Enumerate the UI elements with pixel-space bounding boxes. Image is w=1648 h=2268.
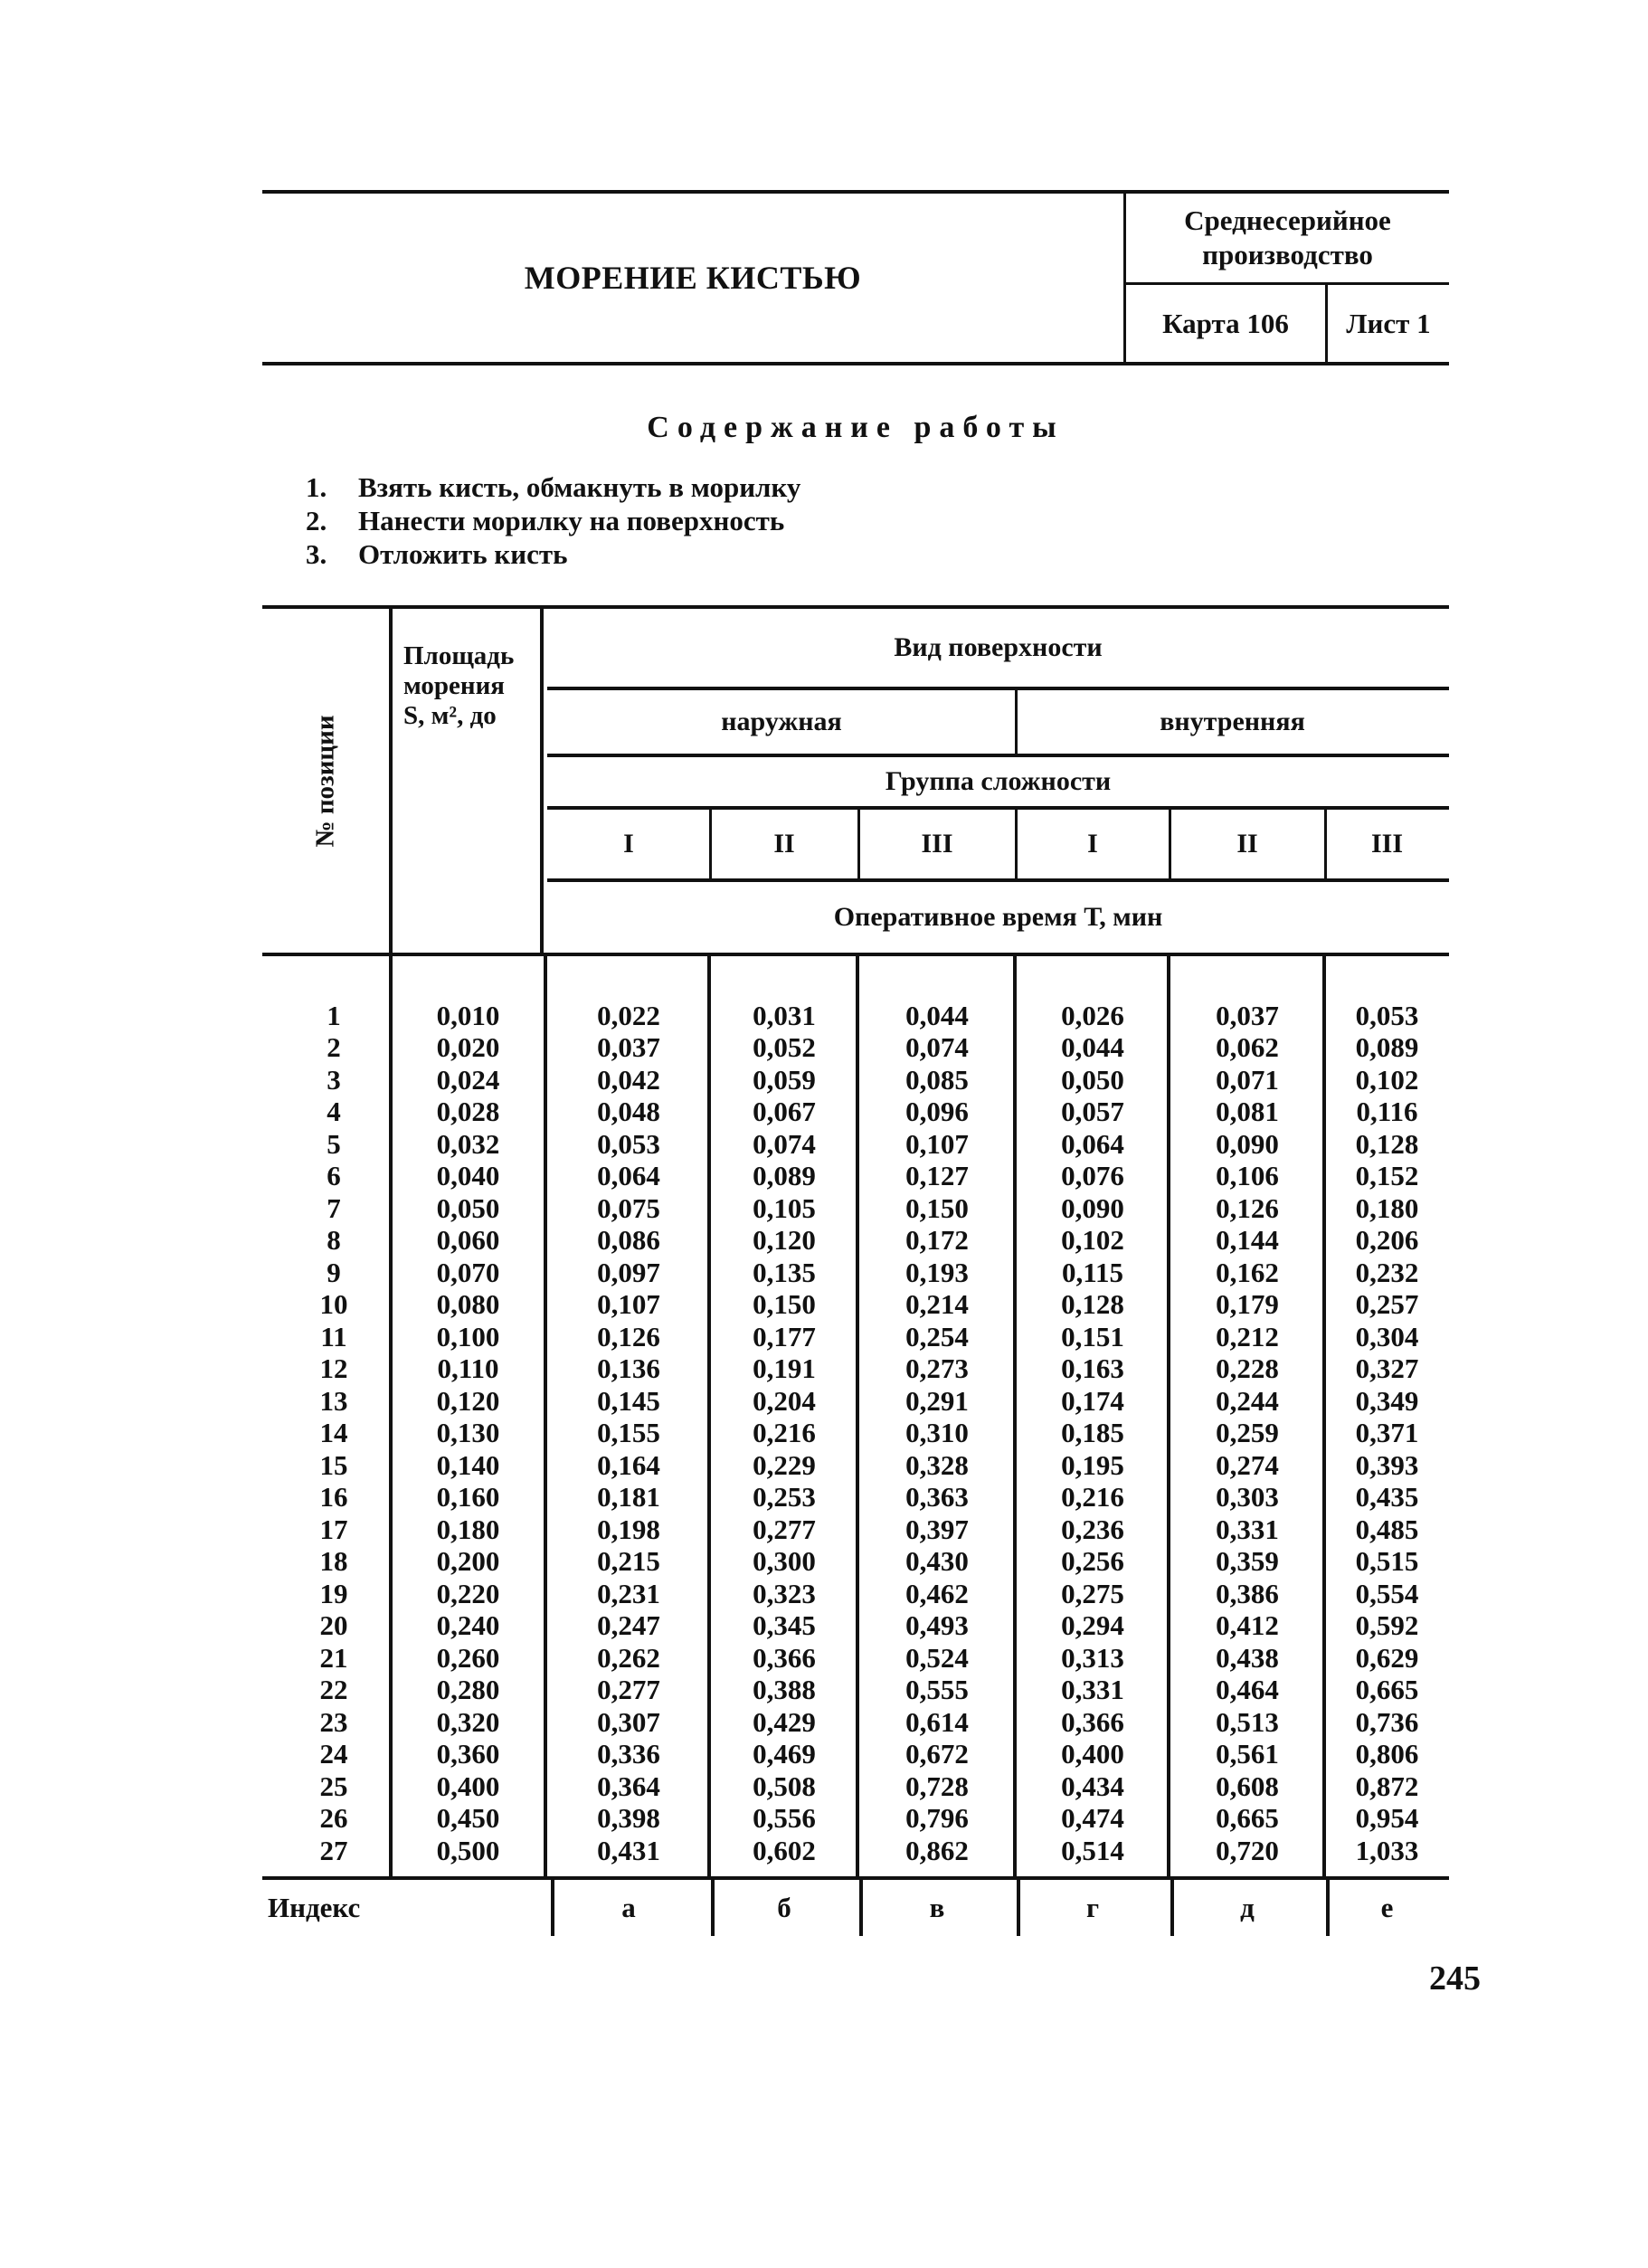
time-cell: 0,474 (1061, 1802, 1124, 1835)
position-cell: 27 (319, 1834, 348, 1866)
position-cell: 6 (327, 1160, 341, 1192)
time-cell: 0,300 (753, 1545, 816, 1578)
area-cell: 0,060 (436, 1224, 500, 1257)
time-cell: 0,152 (1355, 1160, 1419, 1192)
time-cell: 0,215 (597, 1545, 660, 1578)
time-cell: 0,053 (1355, 999, 1419, 1031)
area-label-line-2: морения (403, 671, 505, 700)
time-cell: 0,026 (1061, 999, 1124, 1031)
time-cell: 0,359 (1216, 1545, 1279, 1578)
work-step (306, 470, 1449, 504)
time-cell: 0,513 (1216, 1705, 1279, 1738)
body-vline (1167, 956, 1170, 1876)
header-vline (1324, 810, 1327, 878)
time-cell: 0,076 (1061, 1160, 1124, 1192)
surface-split-row (547, 690, 1449, 754)
time-cell: 0,128 (1061, 1288, 1124, 1321)
header-right-block (1126, 194, 1449, 362)
position-cell: 7 (327, 1191, 341, 1224)
time-cell: 0,514 (1061, 1834, 1124, 1866)
position-cell: 2 (327, 1031, 341, 1064)
position-cell: 17 (319, 1513, 348, 1545)
index-vline (1017, 1880, 1020, 1936)
area-cell: 0,360 (436, 1738, 500, 1770)
time-cell: 0,195 (1061, 1448, 1124, 1481)
time-cell: 0,185 (1061, 1417, 1124, 1449)
header-vline (709, 810, 712, 878)
norms-table (262, 605, 1449, 1936)
index-vline (1326, 1880, 1330, 1936)
body-vline (1322, 956, 1326, 1876)
time-cell: 0,102 (1061, 1224, 1124, 1257)
time-cell: 0,397 (905, 1513, 969, 1545)
time-cell: 0,090 (1061, 1191, 1124, 1224)
time-cell: 0,429 (753, 1705, 816, 1738)
time-cell: 0,796 (905, 1802, 969, 1835)
content-title: Содержание работы (647, 411, 1065, 444)
time-cell: 0,244 (1216, 1384, 1279, 1417)
area-cell: 0,080 (436, 1288, 500, 1321)
time-cell: 0,806 (1355, 1738, 1419, 1770)
time-cell: 0,180 (1355, 1191, 1419, 1224)
position-cell: 11 (320, 1320, 347, 1352)
time-cell: 0,155 (597, 1417, 660, 1449)
time-cell: 0,398 (597, 1802, 660, 1835)
position-cell: 21 (319, 1641, 348, 1674)
time-cell: 0,736 (1355, 1705, 1419, 1738)
time-cell: 1,033 (1355, 1834, 1419, 1866)
time-cell: 0,665 (1216, 1802, 1279, 1835)
area-cell: 0,500 (436, 1834, 500, 1866)
time-cell: 0,665 (1355, 1674, 1419, 1706)
area-cell: 0,240 (436, 1609, 500, 1642)
time-cell: 0,206 (1355, 1224, 1419, 1257)
step-text: Нанести морилку на поверхность (358, 505, 785, 536)
time-cell: 0,386 (1216, 1577, 1279, 1609)
position-cell: 16 (319, 1481, 348, 1514)
time-cell: 0,412 (1216, 1609, 1279, 1642)
time-cell: 0,231 (597, 1577, 660, 1609)
position-cell: 12 (319, 1352, 348, 1385)
time-cell: 0,090 (1216, 1127, 1279, 1160)
time-cell: 0,037 (1216, 999, 1279, 1031)
table-body (262, 956, 1449, 1876)
area-cell: 0,160 (436, 1481, 500, 1514)
index-cell: е (1380, 1891, 1394, 1923)
area-cell: 0,200 (436, 1545, 500, 1578)
area-cell: 0,032 (436, 1127, 500, 1160)
group-header: II (1236, 829, 1258, 859)
position-cell: 1 (327, 999, 341, 1031)
position-cell: 15 (319, 1448, 348, 1481)
group-header: I (623, 829, 634, 859)
header-vline (1169, 810, 1171, 878)
time-cell: 0,277 (597, 1674, 660, 1706)
time-cell: 0,508 (753, 1770, 816, 1802)
card-number: Карта 106 (1126, 285, 1328, 362)
inner-surface-header: внутренняя (1160, 707, 1305, 736)
area-cell: 0,400 (436, 1770, 500, 1802)
time-cell: 0,485 (1355, 1513, 1419, 1545)
time-cell: 0,048 (597, 1096, 660, 1128)
time-cell: 0,554 (1355, 1577, 1419, 1609)
index-cell: г (1085, 1891, 1100, 1923)
position-cell: 25 (319, 1770, 348, 1802)
time-cell: 0,106 (1216, 1160, 1279, 1192)
time-cell: 0,602 (753, 1834, 816, 1866)
time-cell: 0,328 (905, 1448, 969, 1481)
time-cell: 0,229 (753, 1448, 816, 1481)
position-cell: 13 (319, 1384, 348, 1417)
header-vline (1015, 810, 1018, 878)
production-line-2: производство (1202, 239, 1373, 270)
time-cell: 0,177 (753, 1320, 816, 1352)
time-cell: 0,366 (753, 1641, 816, 1674)
time-cell: 0,096 (905, 1096, 969, 1128)
operative-time-header: Оперативное время Т, мин (833, 902, 1163, 932)
position-cell: 18 (319, 1545, 348, 1578)
time-cell: 0,954 (1355, 1802, 1419, 1835)
time-cell: 0,257 (1355, 1288, 1419, 1321)
step-text: Отложить кисть (358, 538, 568, 570)
time-cell: 0,164 (597, 1448, 660, 1481)
time-cell: 0,031 (753, 999, 816, 1031)
body-vline (389, 956, 393, 1876)
time-cell: 0,191 (753, 1352, 816, 1385)
time-cell: 0,126 (1216, 1191, 1279, 1224)
time-cell: 0,214 (905, 1288, 969, 1321)
area-cell: 0,120 (436, 1384, 500, 1417)
index-cell: а (621, 1891, 636, 1923)
time-cell: 0,294 (1061, 1609, 1124, 1642)
time-cell: 0,462 (905, 1577, 969, 1609)
time-cell: 0,336 (597, 1738, 660, 1770)
time-cell: 0,393 (1355, 1448, 1419, 1481)
time-cell: 0,310 (905, 1417, 969, 1449)
time-cell: 0,053 (597, 1127, 660, 1160)
time-cell: 0,057 (1061, 1096, 1124, 1128)
area-cell: 0,180 (436, 1513, 500, 1545)
area-label-line-1: Площадь (403, 641, 515, 670)
surface-type-header: Вид поверхности (894, 632, 1103, 662)
time-cell: 0,212 (1216, 1320, 1279, 1352)
time-cell: 0,172 (905, 1224, 969, 1257)
position-cell: 5 (327, 1127, 341, 1160)
time-cell: 0,275 (1061, 1577, 1124, 1609)
time-cell: 0,071 (1216, 1063, 1279, 1096)
area-cell: 0,100 (436, 1320, 500, 1352)
time-cell: 0,493 (905, 1609, 969, 1642)
group-header: II (773, 829, 795, 859)
time-cell: 0,044 (1061, 1031, 1124, 1064)
time-cell: 0,174 (1061, 1384, 1124, 1417)
time-cell: 0,608 (1216, 1770, 1279, 1802)
time-cell: 0,388 (753, 1674, 816, 1706)
area-cell: 0,050 (436, 1191, 500, 1224)
time-cell: 0,515 (1355, 1545, 1419, 1578)
complexity-group-header: Группа сложности (885, 766, 1112, 796)
card-sheet-row (1126, 285, 1449, 362)
time-cell: 0,331 (1216, 1513, 1279, 1545)
time-cell: 0,434 (1061, 1770, 1124, 1802)
area-cell: 0,110 (437, 1352, 499, 1385)
time-cell: 0,614 (905, 1705, 969, 1738)
index-cell: б (777, 1891, 791, 1923)
surface-header-grid (547, 609, 1449, 953)
page-number: 245 (1429, 1960, 1481, 1998)
time-cell: 0,126 (597, 1320, 660, 1352)
time-cell: 0,371 (1355, 1417, 1419, 1449)
time-cell: 0,307 (597, 1705, 660, 1738)
position-cell: 23 (319, 1705, 348, 1738)
time-cell: 0,363 (905, 1481, 969, 1514)
time-cell: 0,274 (1216, 1448, 1279, 1481)
position-cell: 20 (319, 1609, 348, 1642)
body-vline (544, 956, 547, 1876)
index-vline (859, 1880, 863, 1936)
complexity-groups-row (547, 810, 1449, 878)
area-cell: 0,450 (436, 1802, 500, 1835)
time-cell: 0,044 (905, 999, 969, 1031)
production-type (1126, 194, 1449, 285)
work-step (306, 537, 1449, 571)
sheet-number: Лист 1 (1346, 307, 1431, 339)
document-page (262, 190, 1449, 1936)
time-cell: 0,067 (753, 1096, 816, 1128)
time-cell: 0,273 (905, 1352, 969, 1385)
index-row (262, 1876, 1449, 1936)
time-cell: 0,561 (1216, 1738, 1279, 1770)
time-cell: 0,085 (905, 1063, 969, 1096)
time-cell: 0,162 (1216, 1256, 1279, 1288)
time-cell: 0,128 (1355, 1127, 1419, 1160)
time-cell: 0,262 (597, 1641, 660, 1674)
time-cell: 0,181 (597, 1481, 660, 1514)
time-cell: 0,150 (905, 1191, 969, 1224)
time-cell: 0,086 (597, 1224, 660, 1257)
time-cell: 0,150 (753, 1288, 816, 1321)
area-cell: 0,010 (436, 999, 500, 1031)
position-cell: 9 (327, 1256, 341, 1288)
time-cell: 0,313 (1061, 1641, 1124, 1674)
time-cell: 0,304 (1355, 1320, 1419, 1352)
time-cell: 0,592 (1355, 1609, 1419, 1642)
time-cell: 0,556 (753, 1802, 816, 1835)
position-column-label: № позиции (310, 714, 340, 848)
time-cell: 0,256 (1061, 1545, 1124, 1578)
time-cell: 0,107 (905, 1127, 969, 1160)
time-cell: 0,323 (753, 1577, 816, 1609)
area-cell: 0,220 (436, 1577, 500, 1609)
time-cell: 0,135 (753, 1256, 816, 1288)
time-cell: 0,022 (597, 999, 660, 1031)
time-cell: 0,430 (905, 1545, 969, 1578)
time-cell: 0,042 (597, 1063, 660, 1096)
time-cell: 0,059 (753, 1063, 816, 1096)
time-cell: 0,204 (753, 1384, 816, 1417)
group-header: III (921, 829, 953, 859)
time-cell: 0,247 (597, 1609, 660, 1642)
position-cell: 26 (319, 1802, 348, 1835)
time-cell: 0,872 (1355, 1770, 1419, 1802)
card-header (262, 190, 1449, 365)
time-cell: 0,435 (1355, 1481, 1419, 1514)
time-cell: 0,144 (1216, 1224, 1279, 1257)
time-cell: 0,720 (1216, 1834, 1279, 1866)
time-cell: 0,469 (753, 1738, 816, 1770)
production-line-1: Среднесерийное (1184, 204, 1391, 236)
time-cell: 0,127 (905, 1160, 969, 1192)
area-cell: 0,140 (436, 1448, 500, 1481)
time-cell: 0,102 (1355, 1063, 1419, 1096)
time-cell: 0,303 (1216, 1481, 1279, 1514)
group-header: III (1370, 829, 1404, 859)
time-cell: 0,120 (753, 1224, 816, 1257)
time-cell: 0,216 (1061, 1481, 1124, 1514)
time-cell: 0,198 (597, 1513, 660, 1545)
time-cell: 0,277 (753, 1513, 816, 1545)
index-cell: д (1240, 1891, 1255, 1923)
time-cell: 0,728 (905, 1770, 969, 1802)
body-vline (856, 956, 859, 1876)
time-cell: 0,438 (1216, 1641, 1279, 1674)
time-cell: 0,431 (597, 1834, 660, 1866)
index-vline (1170, 1880, 1174, 1936)
position-cell: 24 (319, 1738, 348, 1770)
time-cell: 0,345 (753, 1609, 816, 1642)
position-column-header (262, 609, 393, 953)
area-label-line-3: S, м², до (403, 701, 497, 730)
time-cell: 0,254 (905, 1320, 969, 1352)
area-column-header (393, 609, 544, 953)
step-number: 3. (306, 538, 327, 570)
time-cell: 0,089 (1355, 1031, 1419, 1064)
work-steps (306, 470, 1449, 571)
step-number: 2. (306, 505, 327, 536)
time-cell: 0,259 (1216, 1417, 1279, 1449)
time-cell: 0,089 (753, 1160, 816, 1192)
area-cell: 0,130 (436, 1417, 500, 1449)
area-cell: 0,260 (436, 1641, 500, 1674)
area-cell: 0,320 (436, 1705, 500, 1738)
area-cell: 0,040 (436, 1160, 500, 1192)
time-cell: 0,464 (1216, 1674, 1279, 1706)
area-cell: 0,020 (436, 1031, 500, 1064)
index-label: Индекс (268, 1891, 361, 1923)
time-cell: 0,253 (753, 1481, 816, 1514)
operation-title: МОРЕНИЕ КИСТЬЮ (524, 260, 862, 296)
time-cell: 0,145 (597, 1384, 660, 1417)
time-cell: 0,366 (1061, 1705, 1124, 1738)
step-text: Взять кисть, обмакнуть в морилку (358, 471, 801, 503)
time-cell: 0,081 (1216, 1096, 1279, 1128)
index-vline (551, 1880, 554, 1936)
area-cell: 0,028 (436, 1096, 500, 1128)
time-cell: 0,672 (905, 1738, 969, 1770)
time-cell: 0,062 (1216, 1031, 1279, 1064)
time-cell: 0,074 (905, 1031, 969, 1064)
position-cell: 14 (319, 1417, 348, 1449)
time-cell: 0,052 (753, 1031, 816, 1064)
time-cell: 0,151 (1061, 1320, 1124, 1352)
body-vline (1013, 956, 1017, 1876)
time-cell: 0,216 (753, 1417, 816, 1449)
body-vline (707, 956, 711, 1876)
time-cell: 0,136 (597, 1352, 660, 1385)
position-cell: 22 (319, 1674, 348, 1706)
time-cell: 0,105 (753, 1191, 816, 1224)
time-cell: 0,232 (1355, 1256, 1419, 1288)
time-cell: 0,364 (597, 1770, 660, 1802)
step-number: 1. (306, 471, 327, 503)
area-cell: 0,024 (436, 1063, 500, 1096)
time-cell: 0,349 (1355, 1384, 1419, 1417)
time-cell: 0,097 (597, 1256, 660, 1288)
work-step (306, 504, 1449, 537)
header-vline (857, 810, 860, 878)
group-header: I (1087, 829, 1098, 859)
time-cell: 0,115 (1061, 1256, 1124, 1288)
area-cell: 0,280 (436, 1674, 500, 1706)
outer-surface-header: наружная (721, 707, 842, 736)
time-cell: 0,291 (905, 1384, 969, 1417)
time-cell: 0,050 (1061, 1063, 1124, 1096)
position-cell: 8 (327, 1224, 341, 1257)
time-cell: 0,629 (1355, 1641, 1419, 1674)
time-cell: 0,862 (905, 1834, 969, 1866)
time-cell: 0,193 (905, 1256, 969, 1288)
time-cell: 0,327 (1355, 1352, 1419, 1385)
time-cell: 0,116 (1356, 1096, 1418, 1128)
time-cell: 0,524 (905, 1641, 969, 1674)
table-header (262, 609, 1449, 956)
time-cell: 0,400 (1061, 1738, 1124, 1770)
time-cell: 0,163 (1061, 1352, 1124, 1385)
time-cell: 0,064 (1061, 1127, 1124, 1160)
time-cell: 0,331 (1061, 1674, 1124, 1706)
time-cell: 0,555 (905, 1674, 969, 1706)
header-vline (1015, 690, 1018, 754)
time-cell: 0,064 (597, 1160, 660, 1192)
time-cell: 0,037 (597, 1031, 660, 1064)
index-vline (711, 1880, 715, 1936)
time-cell: 0,228 (1216, 1352, 1279, 1385)
index-cell: в (929, 1891, 945, 1923)
position-cell: 3 (327, 1063, 341, 1096)
time-cell: 0,074 (753, 1127, 816, 1160)
position-cell: 4 (327, 1096, 341, 1128)
time-cell: 0,179 (1216, 1288, 1279, 1321)
position-cell: 10 (319, 1288, 348, 1321)
position-cell: 19 (319, 1577, 348, 1609)
area-cell: 0,070 (436, 1256, 500, 1288)
time-cell: 0,075 (597, 1191, 660, 1224)
time-cell: 0,236 (1061, 1513, 1124, 1545)
time-cell: 0,107 (597, 1288, 660, 1321)
